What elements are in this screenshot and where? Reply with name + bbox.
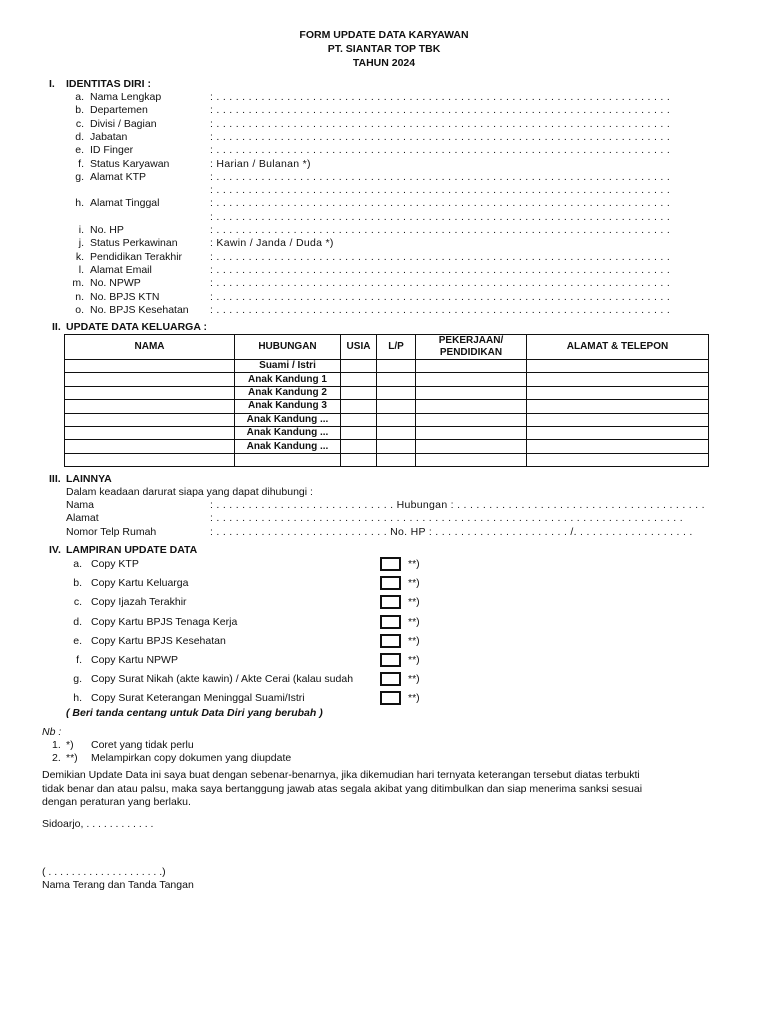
table-cell[interactable]	[377, 413, 416, 426]
field-letter: i.	[78, 224, 84, 236]
table-cell[interactable]	[65, 360, 235, 373]
field-letter: d.	[75, 130, 84, 143]
field-label: Departemen	[90, 104, 148, 117]
table-row	[65, 440, 709, 453]
table-cell[interactable]	[416, 386, 527, 399]
field-value[interactable]: : . . . . . . . . . . . . . . . . . . . . . . . . . . . . . . . . . . . . . . . . . . . . . . . . . . . . . . . . . . . . . . . . . . . . . . .	[210, 210, 671, 223]
table-cell[interactable]	[341, 413, 377, 426]
field-label: Jabatan	[90, 130, 128, 143]
field-label: No. BPJS Kesehatan	[90, 303, 189, 316]
table-cell[interactable]	[527, 413, 709, 426]
table-cell[interactable]	[65, 453, 235, 466]
field-letter: n.	[75, 290, 84, 303]
field-label: Status Perkawinan	[90, 237, 178, 250]
emergency-label: Alamat	[66, 512, 99, 525]
notes-title: Nb :	[42, 726, 62, 738]
note-number: 1.	[52, 739, 61, 751]
table-cell[interactable]	[65, 400, 235, 413]
field-label: Alamat KTP	[90, 170, 147, 183]
field-value[interactable]: : Kawin / Janda / Duda *)	[210, 237, 334, 250]
attachment-label: Copy Surat Keterangan Meninggal Suami/Istri	[91, 692, 305, 705]
field-value[interactable]: : . . . . . . . . . . . . . . . . . . . . . . . . . . . . . . . . . . . . . . . . . . . . . . . . . . . . . . . . . . . . . . . . . . . . . . .	[210, 290, 671, 303]
field-value[interactable]: : . . . . . . . . . . . . . . . . . . . . . . . . . . . . . . . . . . . . . . . . . . . . . . . . . . . . . . . . . . . . . . . . . . . . . . .	[210, 130, 671, 143]
field-value[interactable]: : . . . . . . . . . . . . . . . . . . . . . . . . . . . . . . . . . . . . . . . . . . . . . . . . . . . . . . . . . . . . . . . . . . . . . . .	[210, 144, 671, 157]
field-label: No. NPWP	[90, 277, 141, 290]
table-cell[interactable]	[377, 440, 416, 453]
attachment-label: Copy Kartu BPJS Tenaga Kerja	[91, 615, 238, 628]
table-cell[interactable]	[377, 400, 416, 413]
attachment-letter: f.	[76, 654, 82, 666]
relation-cell[interactable]: Anak Kandung ...	[235, 426, 341, 439]
field-letter: b.	[75, 104, 84, 117]
attachment-mark: **)	[408, 577, 420, 590]
declaration-line: dengan peraturan yang berlaku.	[42, 796, 191, 808]
section1-title: IDENTITAS DIRI :	[66, 78, 151, 90]
note-text: Coret yang tidak perlu	[91, 739, 194, 751]
attachment-mark: **)	[408, 673, 420, 686]
attachment-checkbox[interactable]	[380, 672, 401, 686]
attachment-letter: c.	[73, 596, 82, 609]
section4-title: LAMPIRAN UPDATE DATA	[66, 544, 198, 556]
declaration-line: tidak benar dan atau palsu, maka saya bertanggung jawab atas segala akibat yang ditimbulkan dan siap menerima sanksi sesuai	[42, 782, 643, 795]
attachment-checkbox[interactable]	[380, 691, 401, 705]
family-table	[64, 334, 709, 467]
form-title: FORM UPDATE DATA KARYAWAN	[299, 29, 469, 41]
table-cell[interactable]	[527, 440, 709, 453]
section4-number: IV.	[49, 544, 61, 556]
attachment-mark: **)	[408, 634, 420, 647]
table-cell[interactable]	[416, 360, 527, 373]
relation-cell[interactable]: Anak Kandung 1	[235, 373, 341, 386]
attachment-label: Copy KTP	[91, 558, 139, 570]
field-value[interactable]: : . . . . . . . . . . . . . . . . . . . . . . . . . . . . . . . . . . . . . . . . . . . . . . . . . . . . . . . . . . . . . . . . . . . . . . .	[210, 197, 671, 210]
emergency-value[interactable]: : . . . . . . . . . . . . . . . . . . . . . . . . . . . No. HP : . . . . . . . . . . . . . . . . . . . . . /. . . . . . . . . . . . . . . . . . .	[210, 525, 693, 538]
table-cell[interactable]	[341, 440, 377, 453]
field-value[interactable]: : . . . . . . . . . . . . . . . . . . . . . . . . . . . . . . . . . . . . . . . . . . . . . . . . . . . . . . . . . . . . . . . . . . . . . . .	[210, 104, 671, 117]
table-cell[interactable]	[341, 400, 377, 413]
attachment-mark: **)	[408, 692, 420, 705]
section3-number: III.	[49, 473, 61, 485]
field-label: ID Finger	[90, 144, 134, 157]
attachment-letter: d.	[73, 615, 82, 628]
table-cell[interactable]	[341, 386, 377, 399]
field-label: Status Karyawan	[90, 157, 170, 170]
column-header: PEKERJAAN/ PENDIDIKAN	[416, 335, 527, 360]
table-row	[65, 373, 709, 386]
emergency-intro: Dalam keadaan darurat siapa yang dapat dihubungi :	[66, 486, 313, 498]
section1-number: I.	[49, 78, 55, 90]
column-header: NAMA	[65, 335, 235, 360]
table-cell[interactable]	[377, 453, 416, 466]
emergency-value[interactable]: : . . . . . . . . . . . . . . . . . . . . . . . . . . . . . . . . . . . . . . . . . . . . . . . . . . . . . . . . . . . . . . . . . . . . . . . . .	[210, 512, 683, 525]
form-year: TAHUN 2024	[352, 57, 416, 69]
table-cell[interactable]	[65, 373, 235, 386]
field-value[interactable]: : . . . . . . . . . . . . . . . . . . . . . . . . . . . . . . . . . . . . . . . . . . . . . . . . . . . . . . . . . . . . . . . . . . . . . . .	[210, 91, 671, 103]
table-cell[interactable]	[527, 373, 709, 386]
attachment-mark: **)	[408, 615, 420, 628]
field-letter: g.	[75, 170, 84, 183]
table-row	[65, 426, 709, 439]
table-row	[65, 453, 709, 466]
table-cell[interactable]	[341, 360, 377, 373]
table-cell[interactable]	[377, 373, 416, 386]
table-row	[65, 413, 709, 426]
table-cell[interactable]	[341, 373, 377, 386]
table-cell[interactable]	[527, 360, 709, 373]
field-value[interactable]: : . . . . . . . . . . . . . . . . . . . . . . . . . . . . . . . . . . . . . . . . . . . . . . . . . . . . . . . . . . . . . . . . . . . . . . .	[210, 117, 671, 130]
company-name: PT. SIANTAR TOP TBK	[327, 43, 441, 55]
relation-cell[interactable]: Suami / Istri	[235, 360, 341, 373]
section3-title: LAINNYA	[66, 473, 112, 485]
checkbox-instruction: ( Beri tanda centang untuk Data Diri yang berubah )	[66, 707, 323, 719]
table-cell[interactable]	[416, 373, 527, 386]
attachment-checkbox[interactable]	[380, 653, 401, 667]
attachment-checkbox[interactable]	[380, 634, 401, 648]
table-cell[interactable]	[341, 426, 377, 439]
field-value[interactable]: : Harian / Bulanan *)	[210, 157, 311, 170]
field-value[interactable]: : . . . . . . . . . . . . . . . . . . . . . . . . . . . . . . . . . . . . . . . . . . . . . . . . . . . . . . . . . . . . . . . . . . . . . . .	[210, 303, 671, 316]
field-value[interactable]: : . . . . . . . . . . . . . . . . . . . . . . . . . . . . . . . . . . . . . . . . . . . . . . . . . . . . . . . . . . . . . . . . . . . . . . .	[210, 250, 671, 263]
table-cell[interactable]	[377, 426, 416, 439]
emergency-value[interactable]: : . . . . . . . . . . . . . . . . . . . . . . . . . . . . Hubungan : . . . . . . . . . . . . . . . . . . . . . . . . . . . . . . . . . . . . . . .	[210, 499, 705, 511]
table-cell[interactable]	[65, 440, 235, 453]
field-letter: j.	[78, 237, 84, 250]
attachment-label: Copy Kartu Keluarga	[91, 577, 189, 590]
table-cell[interactable]	[377, 386, 416, 399]
note-number: 2.	[52, 752, 61, 764]
table-cell[interactable]	[416, 453, 527, 466]
field-label: Alamat Email	[90, 263, 152, 276]
field-label: Nama Lengkap	[90, 91, 162, 103]
table-cell[interactable]	[416, 440, 527, 453]
note-symbol: **)	[66, 752, 78, 764]
field-letter: m.	[72, 277, 84, 290]
attachment-label: Copy Kartu NPWP	[91, 654, 178, 666]
relation-cell[interactable]: Anak Kandung ...	[235, 413, 341, 426]
field-value[interactable]: : . . . . . . . . . . . . . . . . . . . . . . . . . . . . . . . . . . . . . . . . . . . . . . . . . . . . . . . . . . . . . . . . . . . . . . .	[210, 184, 671, 197]
table-cell[interactable]	[527, 453, 709, 466]
table-cell[interactable]	[527, 426, 709, 439]
attachment-letter: g.	[73, 673, 82, 686]
field-value[interactable]: : . . . . . . . . . . . . . . . . . . . . . . . . . . . . . . . . . . . . . . . . . . . . . . . . . . . . . . . . . . . . . . . . . . . . . . .	[210, 224, 671, 236]
field-label: Pendidikan Terakhir	[90, 250, 183, 263]
attachment-checkbox[interactable]	[380, 576, 401, 590]
table-row	[65, 400, 709, 413]
field-value[interactable]: : . . . . . . . . . . . . . . . . . . . . . . . . . . . . . . . . . . . . . . . . . . . . . . . . . . . . . . . . . . . . . . . . . . . . . . .	[210, 170, 671, 183]
relation-cell[interactable]: Anak Kandung 2	[235, 386, 341, 399]
field-label: No. HP	[90, 224, 124, 236]
table-cell[interactable]	[527, 386, 709, 399]
field-letter: o.	[75, 303, 84, 316]
field-letter: a.	[75, 91, 84, 103]
table-cell[interactable]	[341, 453, 377, 466]
note-symbol: *)	[66, 739, 74, 751]
field-letter: f.	[78, 157, 84, 170]
attachment-checkbox[interactable]	[380, 557, 401, 571]
field-letter: e.	[75, 144, 84, 157]
signature-place-date: Sidoarjo, . . . . . . . . . . . .	[42, 818, 154, 830]
attachment-checkbox[interactable]	[380, 595, 401, 609]
attachment-mark: **)	[408, 654, 420, 666]
column-header: ALAMAT & TELEPON	[527, 335, 709, 360]
column-header: USIA	[341, 335, 377, 360]
attachment-letter: b.	[73, 577, 82, 590]
table-row	[65, 386, 709, 399]
attachment-label: Copy Kartu BPJS Kesehatan	[91, 634, 226, 647]
emergency-label: Nomor Telp Rumah	[66, 525, 157, 538]
table-row	[65, 360, 709, 373]
table-cell[interactable]	[416, 413, 527, 426]
attachment-letter: e.	[73, 634, 82, 647]
field-letter: l.	[78, 263, 84, 276]
column-header: L/P	[377, 335, 416, 360]
attachment-letter: a.	[73, 558, 82, 570]
table-cell[interactable]	[527, 400, 709, 413]
attachment-checkbox[interactable]	[380, 615, 401, 629]
attachment-mark: **)	[408, 558, 420, 570]
field-value[interactable]: : . . . . . . . . . . . . . . . . . . . . . . . . . . . . . . . . . . . . . . . . . . . . . . . . . . . . . . . . . . . . . . . . . . . . . . .	[210, 263, 671, 276]
table-cell[interactable]	[65, 413, 235, 426]
attachment-label: Copy Surat Nikah (akte kawin) / Akte Cerai (kalau sudah	[91, 673, 354, 686]
field-letter: k.	[75, 250, 84, 263]
relation-cell[interactable]	[235, 453, 341, 466]
relation-cell[interactable]: Anak Kandung ...	[235, 440, 341, 453]
section2-number: II.	[52, 321, 61, 333]
field-letter: h.	[75, 197, 84, 210]
table-cell[interactable]	[65, 386, 235, 399]
field-label: Divisi / Bagian	[90, 117, 157, 130]
attachment-label: Copy Ijazah Terakhir	[91, 596, 187, 609]
field-value[interactable]: : . . . . . . . . . . . . . . . . . . . . . . . . . . . . . . . . . . . . . . . . . . . . . . . . . . . . . . . . . . . . . . . . . . . . . . .	[210, 277, 671, 290]
field-letter: c.	[75, 117, 84, 130]
attachment-mark: **)	[408, 596, 420, 609]
section2-title: UPDATE DATA KELUARGA :	[66, 321, 207, 333]
attachment-letter: h.	[73, 692, 82, 705]
column-header: HUBUNGAN	[235, 335, 341, 360]
signature-blank: ( . . . . . . . . . . . . . . . . . . . .)	[42, 866, 166, 878]
signature-label: Nama Terang dan Tanda Tangan	[42, 879, 194, 891]
emergency-label: Nama	[66, 499, 95, 511]
table-cell[interactable]	[416, 400, 527, 413]
note-text: Melampirkan copy dokumen yang diupdate	[91, 752, 292, 764]
declaration-line: Demikian Update Data ini saya buat dengan sebenar-benarnya, jika dikemudian hari ternyata keterangan tersebut diatas terbukti	[42, 769, 640, 781]
field-label: No. BPJS KTN	[90, 290, 160, 303]
table-cell[interactable]	[65, 426, 235, 439]
table-cell[interactable]	[416, 426, 527, 439]
table-cell[interactable]	[377, 360, 416, 373]
field-label: Alamat Tinggal	[90, 197, 160, 210]
relation-cell[interactable]: Anak Kandung 3	[235, 400, 341, 413]
